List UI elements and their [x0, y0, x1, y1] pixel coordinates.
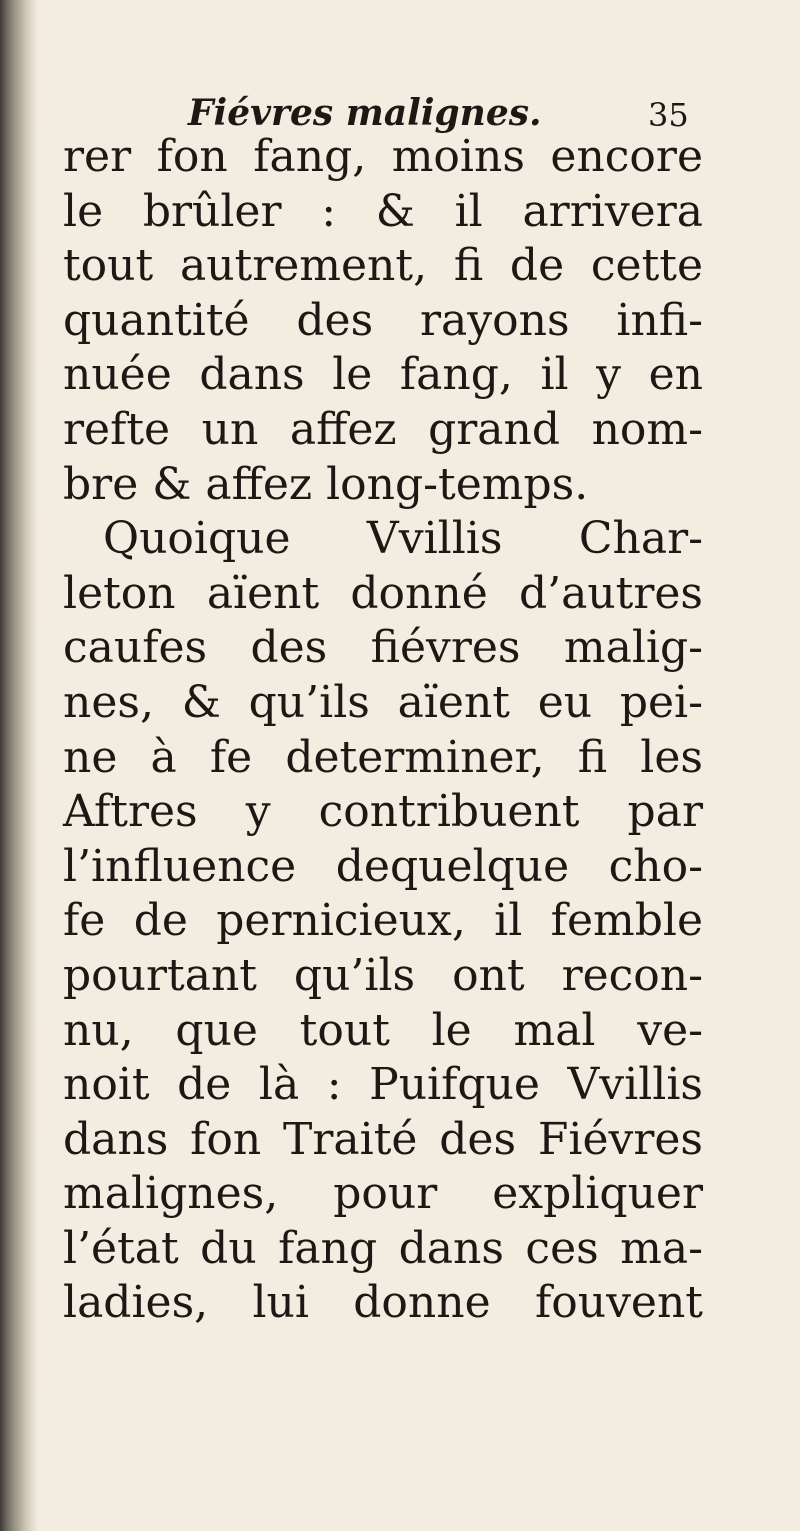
running-head: [38, 88, 800, 134]
book-binding-gutter: [0, 0, 38, 1531]
text-line: noit de là : Puifque Vvillis: [63, 1059, 703, 1111]
text-line: rer fon fang, moins encore: [63, 131, 703, 182]
text-line: refte un affez grand nom-: [63, 403, 703, 455]
text-line: l’influence dequelque cho-: [63, 840, 703, 892]
text-line: ladies, lui donne fouvent: [63, 1277, 703, 1329]
text-line: l’état du fang dans ces ma-: [63, 1222, 703, 1274]
text-line: le brûler : & il arrivera: [63, 185, 703, 237]
text-line: pourtant qu’ils ont recon-: [63, 949, 703, 1001]
text-line: bre & affez long-temps.: [63, 458, 589, 510]
text-line: leton aïent donné d’autres: [63, 567, 703, 619]
text-line: quantité des rayons infi-: [63, 294, 703, 346]
text-line: malignes, pour expliquer: [63, 1168, 703, 1220]
text-line: ne à fe determiner, fi les: [63, 731, 703, 783]
text-line: nuée dans le fang, il y en: [63, 349, 703, 401]
running-title: Fiévres malignes.: [188, 92, 542, 134]
book-page: [38, 0, 800, 1531]
text-line: fe de pernicieux, il femble: [63, 895, 703, 947]
text-line: dans fon Traité des Fiévres: [63, 1113, 703, 1165]
text-line-paragraph-start: Quoique Vvillis Char-: [103, 513, 703, 565]
text-line: Aftres y contribuent par: [63, 786, 703, 838]
text-line: nes, & qu’ils aïent eu pei-: [63, 676, 703, 728]
text-line: nu, que tout le mal ve-: [63, 1004, 703, 1056]
body-text: [63, 130, 703, 1331]
text-line: tout autrement, fi de cette: [63, 240, 703, 292]
text-line: caufes des fiévres malig-: [63, 622, 703, 674]
page-number: 35: [648, 96, 689, 134]
